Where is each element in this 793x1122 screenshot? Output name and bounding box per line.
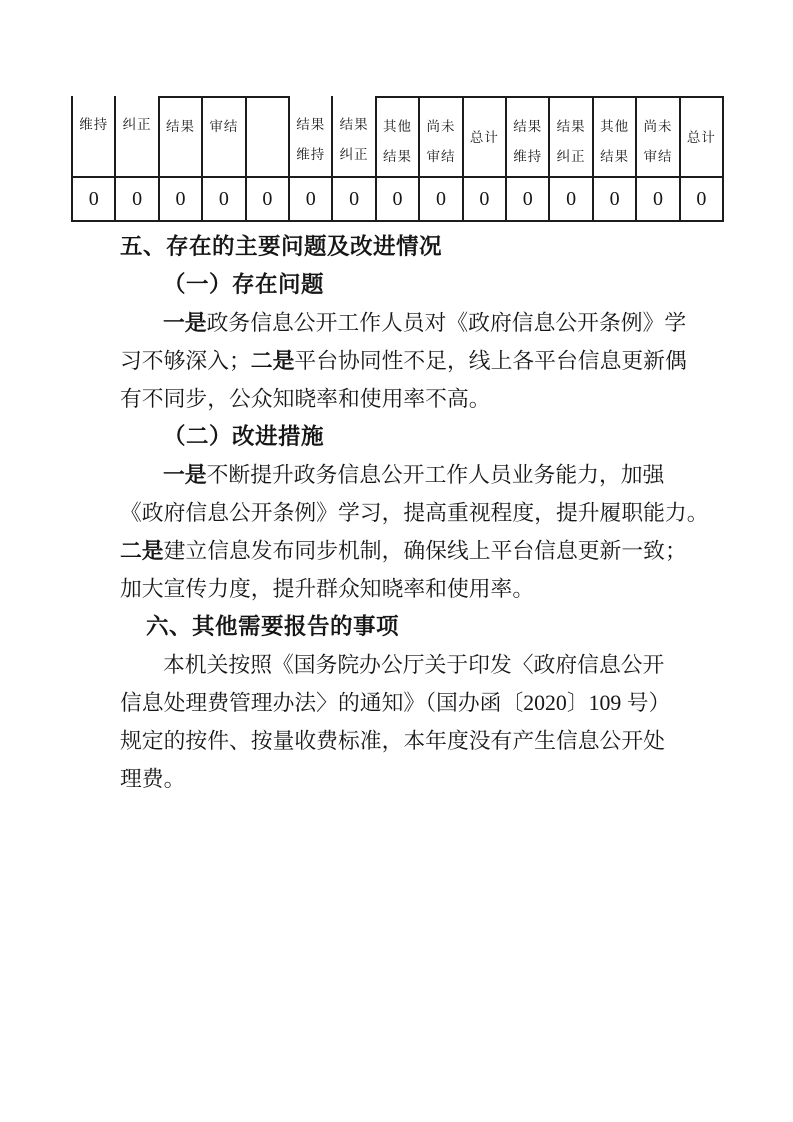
text-run: 本机关按照《国务院办公厅关于印发〈政府信息公开 <box>163 652 665 677</box>
table-header-cell <box>201 96 244 176</box>
table-header-text: 其他 <box>600 119 630 134</box>
table-data-cell: 0 <box>288 178 331 220</box>
table-data-cell: 0 <box>375 178 418 220</box>
text-run: 《政府信息公开条例》学习，提高重视程度，提升履职能力。 <box>120 500 709 525</box>
table-header-text: 结果 <box>556 119 586 134</box>
table-header-text: 结果 <box>513 119 543 134</box>
table-header-text: 纠正 <box>556 149 586 164</box>
table-data-cell: 0 <box>679 178 724 220</box>
table-header-cell <box>114 96 157 176</box>
table-header-text: 维持 <box>79 117 109 132</box>
bold-run: 五、存在的主要问题及改进情况 <box>120 234 443 259</box>
bold-run: 一是 <box>163 310 207 335</box>
table-data-cell: 0 <box>462 178 505 220</box>
table-data-cell: 0 <box>331 178 374 220</box>
text-line <box>0 758 793 796</box>
bold-run: 一是 <box>163 462 207 487</box>
table-header-text: 审结 <box>643 149 673 164</box>
bold-run: （二）改进措施 <box>163 424 325 449</box>
table-data-cell: 0 <box>201 178 244 220</box>
table-data-cell: 0 <box>245 178 288 220</box>
table-header-cell <box>505 96 548 176</box>
table-header-text: 审结 <box>426 149 456 164</box>
document-body <box>0 222 793 796</box>
table-data-cell: 0 <box>114 178 157 220</box>
text-run: 有不同步，公众知晓率和使用率不高。 <box>120 386 491 411</box>
text-line <box>0 644 793 682</box>
bold-run: （一）存在问题 <box>163 272 325 297</box>
table-header-row <box>71 96 724 176</box>
table-header-text: 维持 <box>513 149 543 164</box>
text-run: 理费。 <box>120 766 186 791</box>
table-data-cell: 0 <box>158 178 201 220</box>
table-data-cell: 0 <box>592 178 635 220</box>
table-header-text: 维持 <box>296 147 326 162</box>
table-header-cell <box>331 96 374 176</box>
text-line <box>0 720 793 758</box>
table-header-text: 结果 <box>296 117 326 132</box>
table-header-cell <box>548 96 591 176</box>
text-line <box>0 492 793 530</box>
text-run: 加大宣传力度，提升群众知晓率和使用率。 <box>120 576 535 601</box>
table-header-cell <box>375 96 418 176</box>
table-header-cell <box>592 96 635 176</box>
bold-run: 六、其他需要报告的事项 <box>146 614 400 639</box>
text-line <box>0 568 793 606</box>
table-header-text: 审结 <box>209 119 239 134</box>
text-run: 平台协同性不足，线上各平台信息更新偶 <box>294 348 687 373</box>
text-run: 信息处理费管理办法〉的通知》（国办函〔2020〕109 号） <box>120 690 671 715</box>
section-heading <box>0 226 793 264</box>
appeal-results-table <box>71 96 724 222</box>
text-run: 规定的按件、按量收费标准，本年度没有产生信息公开处 <box>120 728 665 753</box>
text-run: 政务信息公开工作人员对《政府信息公开条例》学 <box>206 310 687 335</box>
table-header-cell <box>158 96 201 176</box>
table-data-row <box>71 176 724 222</box>
table-header-text: 结果 <box>600 149 630 164</box>
table-header-text: 结果 <box>339 117 369 132</box>
table-data-cell: 0 <box>635 178 678 220</box>
table-data-cell: 0 <box>548 178 591 220</box>
table-data-cell: 0 <box>505 178 548 220</box>
table-header-text: 结果 <box>166 119 196 134</box>
text-run: 建立信息发布同步机制，确保线上平台信息更新一致； <box>163 538 687 563</box>
table-header-cell <box>245 96 288 176</box>
table-header-text: 总计 <box>686 129 716 145</box>
text-run: 习不够深入； <box>120 348 251 373</box>
table-header-text: 其他 <box>383 119 413 134</box>
sub-heading <box>0 264 793 302</box>
table-header-cell <box>418 96 461 176</box>
bold-run: 二是 <box>250 348 295 373</box>
text-line <box>0 378 793 416</box>
text-run: 不断提升政务信息公开工作人员业务能力，加强 <box>206 462 665 487</box>
table-header-text: 尚未 <box>643 119 673 134</box>
table-header-cell <box>71 96 114 176</box>
table-header-cell <box>462 96 505 176</box>
text-line <box>0 530 793 568</box>
table-header-text: 结果 <box>383 149 413 164</box>
table-header-text: 总计 <box>469 129 499 145</box>
table-header-cell <box>288 96 331 176</box>
table-header-cell <box>635 96 678 176</box>
bold-run: 二是 <box>120 538 164 563</box>
table-data-cell: 0 <box>71 178 114 220</box>
table-header-text: 纠正 <box>122 117 152 132</box>
text-line <box>0 340 793 378</box>
table-header-cell <box>679 96 724 176</box>
table-header-text: 纠正 <box>339 147 369 162</box>
text-line <box>0 454 793 492</box>
sub-heading <box>0 416 793 454</box>
text-line <box>0 302 793 340</box>
text-line <box>0 682 793 720</box>
table-header-text: 尚未 <box>426 119 456 134</box>
section-heading <box>0 606 793 644</box>
table-data-cell: 0 <box>418 178 461 220</box>
